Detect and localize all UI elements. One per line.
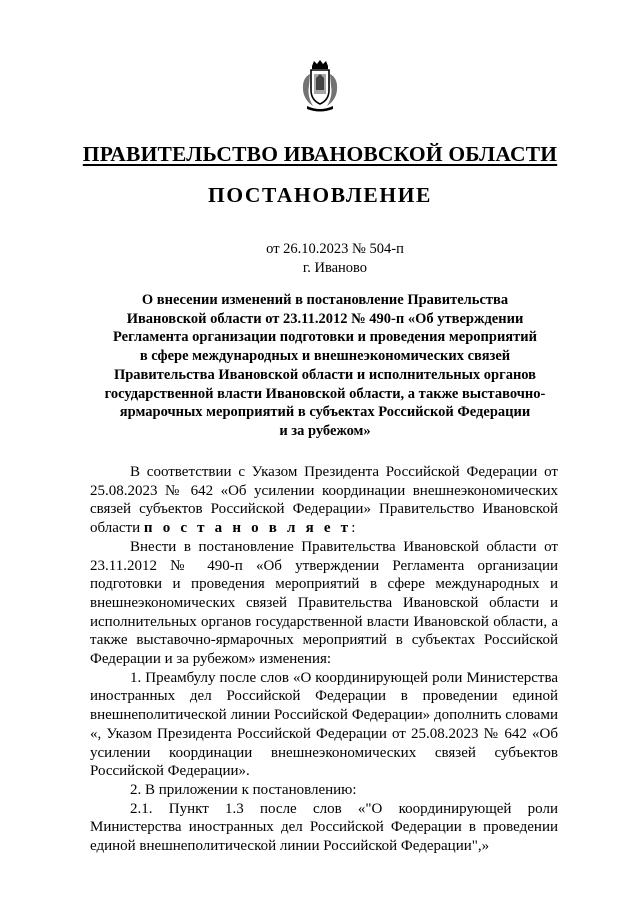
title-line: Ивановской области от 23.11.2012 № 490-п «Об утверждении: [126, 310, 524, 327]
preamble-text: В соответствии с Указом Президента Российской Федерации от 25.08.2023 № 642 «Об усилении координации внешнеэкономических связей субъектов Российской Федерации» Правительство Ивановской области: [90, 464, 558, 537]
title-line: Правительства Ивановской области и исполнительных органов: [113, 366, 537, 383]
document-body: [90, 463, 558, 856]
title-line: государственной власти Ивановской области, а также выставочно-: [104, 385, 546, 402]
title-line: Регламента организации подготовки и проведения мероприятий: [113, 329, 537, 346]
body-paragraph: 2.1. Пункт 1.3 после слов «"О координирующей роли Министерства иностранных дел Российской Федерации в проведении единой внешнеполитической линии Российской Федерации",»: [90, 800, 558, 855]
date-number: от 26.10.2023 № 504-п: [266, 241, 404, 257]
title-line: ярмарочных мероприятий в субъектах Российской Федерации: [119, 404, 531, 421]
decree-colon: :: [351, 520, 356, 537]
city: г. Иваново: [302, 260, 368, 276]
document-type: ПОСТАНОВЛЕНИЕ: [208, 183, 432, 207]
title-line: О внесении изменений в постановление Правительства: [141, 292, 509, 308]
coat-of-arms-icon: [299, 60, 341, 112]
title-line: и за рубежом»: [279, 422, 371, 439]
body-paragraph: 1. Преамбулу после слов «О координирующей роли Министерства иностранных дел Российской Федерации в проведении единой внешнеполитической линии Российской Федерации» дополнить словами «, Указом Президента Российской Федерации от 25.08.2023 № 642 «Об усилении координации внешнеэкономических связей субъектов Российской Федерации».: [90, 669, 558, 780]
document-title: [90, 291, 560, 441]
body-paragraph: Внести в постановление Правительства Ивановской области от 23.11.2012 № 490-п «Об утверждении Регламента организации подготовки и проведения мероприятий в сфере международных и внешнеэкономических связей Правительства Ивановской области и исполнительных органов государственной власти Ивановской области, а также выставочно-ярмарочных мероприятий в субъектах Российской Федерации и за рубежом» изменения:: [90, 538, 558, 668]
preamble-paragraph: [90, 463, 558, 538]
organization-name: ПРАВИТЕЛЬСТВО ИВАНОВСКОЙ ОБЛАСТИ: [82, 142, 558, 166]
decree-word: п о с т а н о в л я е т: [143, 520, 352, 537]
body-paragraph: 2. В приложении к постановлению:: [130, 781, 357, 798]
title-line: в сфере международных и внешнеэкономических связей: [139, 348, 511, 365]
